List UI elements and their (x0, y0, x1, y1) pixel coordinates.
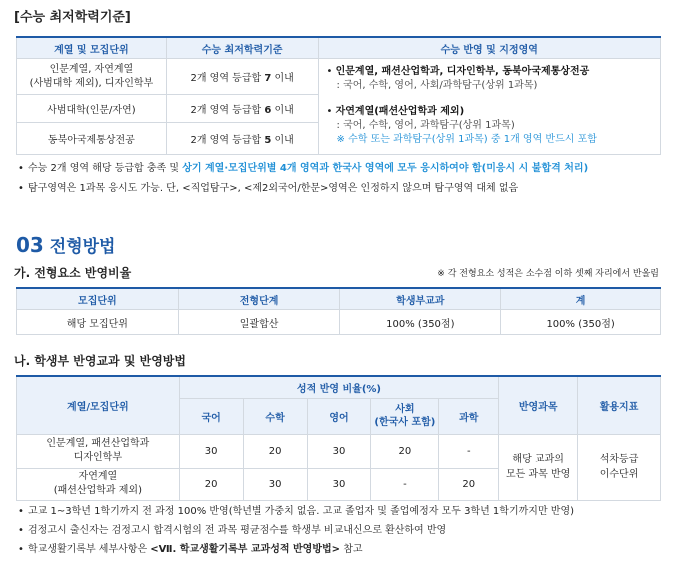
table-cell: - (371, 468, 439, 500)
header-subject: 사회 (한국사 포함) (371, 398, 439, 434)
table-row-unit (17, 59, 167, 95)
table-cell: 20 (439, 468, 499, 500)
index-cell: 석차등급 이수단위 (578, 434, 661, 500)
header-subject: 영어 (307, 398, 371, 434)
std-text: 2개 영역 등급합 (190, 73, 265, 84)
table-cell: 100% (350점) (501, 310, 661, 335)
header-index: 활용지표 (578, 376, 661, 434)
group1-sub: : 국어, 수학, 영어, 사회/과학탐구(상위 1과목) (336, 80, 538, 91)
course-cell: 해당 교과의 모든 과목 반영 (499, 434, 578, 500)
table-cell: 20 (371, 434, 439, 468)
table-row-unit: 사범대학(인문/자연) (17, 95, 167, 123)
std-num: 7 (264, 73, 272, 84)
standard-cell (166, 59, 318, 95)
unit-line: (사범대학 제외), 디자인학부 (29, 77, 154, 89)
table-cell: 30 (307, 434, 371, 468)
areas-cell (318, 59, 660, 155)
table-cell: - (439, 434, 499, 468)
std-text: 이내 (271, 73, 294, 84)
section1-title: [수능 최저학력기준] (14, 10, 131, 25)
group2-sub: : 국어, 수학, 영어, 과학탐구(상위 1과목) (336, 120, 515, 131)
header-unit: 계열/모집단위 (17, 376, 180, 434)
note-4: • 검정고시 출신자는 검정고시 합격시험의 전 과목 평균점수를 학생부 비교내신으로 환산하여 반영 (18, 525, 447, 536)
header-cell: 모집단위 (17, 288, 179, 310)
table-row-unit: 동북아국제통상전공 (17, 123, 167, 155)
group1-title: • 인문계열, 패션산업학과, 디자인학부, 동북아국제통상전공 (326, 66, 590, 77)
subject-ratio-table (16, 375, 661, 501)
table-row-unit: 인문계열, 패션산업학과 디자인학부 (17, 434, 180, 468)
unit-line: 인문계열, 자연계열 (49, 63, 134, 75)
group2-note: ※ 수학 또는 과학탐구(상위 1과목) 중 1개 영역 반드시 포함 (336, 134, 597, 145)
header-areas: 수능 반영 및 지정영역 (318, 37, 660, 59)
standard-cell: 2개 영역 등급합 6 이내 (166, 95, 318, 123)
table-cell: 30 (243, 468, 307, 500)
standard-cell: 2개 영역 등급합 5 이내 (166, 123, 318, 155)
header-course: 반영과목 (499, 376, 578, 434)
header-cell: 학생부교과 (340, 288, 501, 310)
header-subject: 국어 (179, 398, 243, 434)
rounding-note: ※ 각 전형요소 성적은 소수점 이하 셋째 자리에서 반올림 (437, 269, 659, 279)
table-cell: 20 (179, 468, 243, 500)
header-subject: 과학 (439, 398, 499, 434)
table-row-unit: 자연계열 (패션산업학과 제외) (17, 468, 180, 500)
table-cell: 20 (243, 434, 307, 468)
subtitle-b: 나. 학생부 반영교과 및 반영방법 (14, 354, 186, 368)
header-ratio: 성적 반영 비율(%) (179, 376, 499, 398)
group2-title: • 자연계열(패션산업학과 제외) (326, 106, 465, 117)
table-cell: 100% (350점) (340, 310, 501, 335)
note-2: • 탐구영역은 1과목 응시도 가능. 단, <직업탐구>, <제2외국어/한문>영역은 인정하지 않으며 탐구영역 대체 없음 (18, 183, 519, 194)
header-cell: 계 (501, 288, 661, 310)
subtitle-a: 가. 전형요소 반영비율 (14, 266, 132, 280)
note-5: • 학교생활기록부 세부사항은 <Ⅶ. 학교생활기록부 교과성적 반영방법> 참고 (18, 544, 363, 555)
note-3: • 고교 1~3학년 1학기까지 전 과정 100% 반영(학년별 가중치 없음. 고교 졸업자 및 졸업예정자 모두 3학년 1학기까지만 반영) (18, 506, 574, 517)
note-1: • 수능 2개 영역 해당 등급합 충족 및 상기 계열·모집단위별 4개 영역과 한국사 영역에 모두 응시하여야 함(미응시 시 불합격 처리) (18, 163, 589, 174)
header-unit: 계열 및 모집단위 (17, 37, 167, 59)
table-cell: 30 (307, 468, 371, 500)
element-ratio-table (16, 287, 661, 335)
header-cell: 전형단계 (178, 288, 340, 310)
table-cell: 해당 모집단위 (17, 310, 179, 335)
minimum-standard-table (16, 36, 661, 155)
header-subject: 수학 (243, 398, 307, 434)
header-standard: 수능 최저학력기준 (166, 37, 318, 59)
table-cell: 30 (179, 434, 243, 468)
table-cell: 일괄합산 (178, 310, 340, 335)
section2-title: 03 전형방법 (16, 233, 116, 257)
